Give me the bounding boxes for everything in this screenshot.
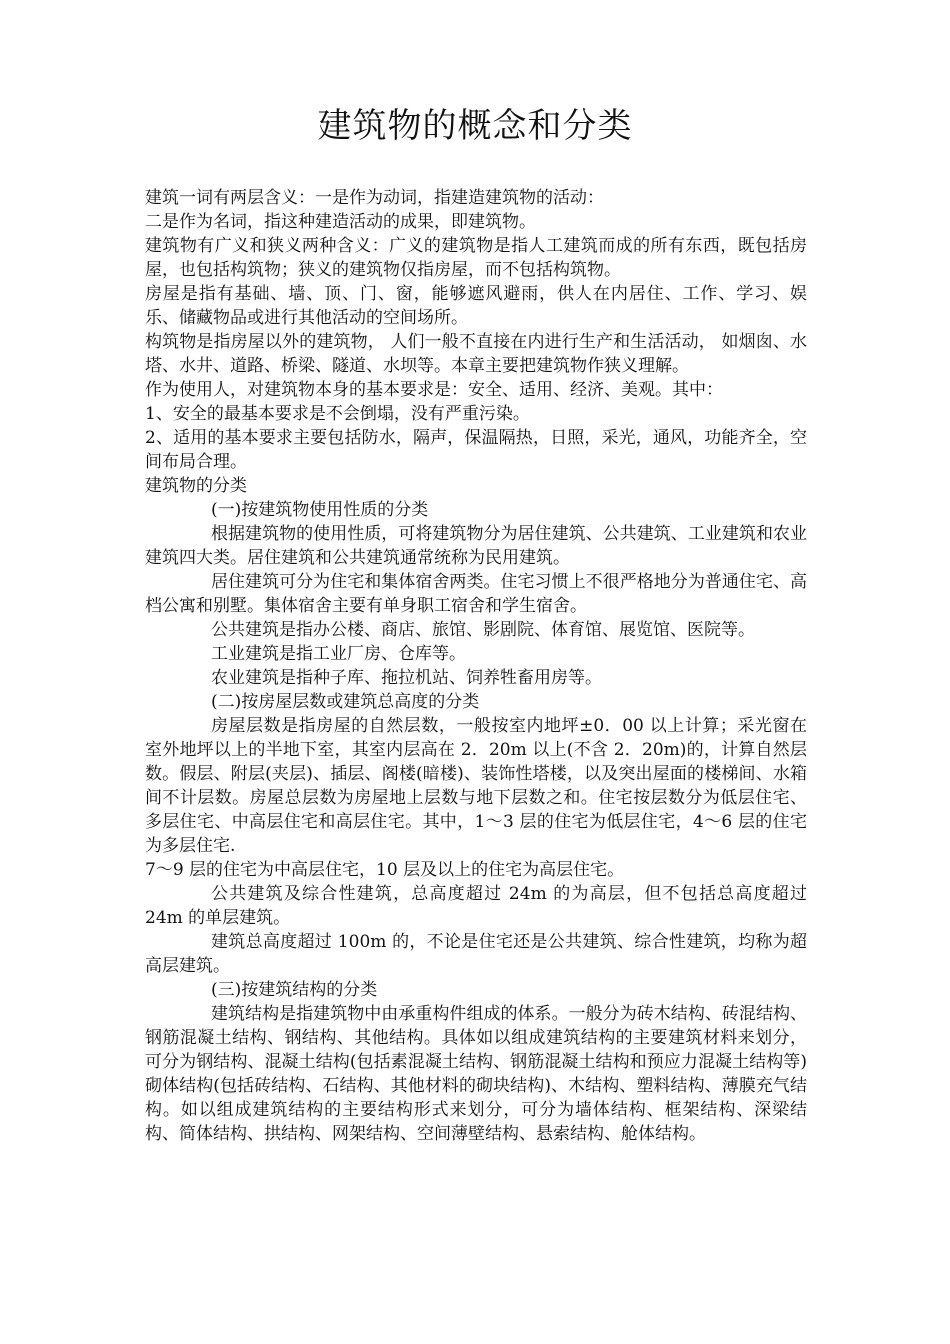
- paragraph: 居住建筑可分为住宅和集体宿舍两类。住宅习惯上不很严格地分为普通住宅、高档公寓和别墅。集体宿舍主要有单身职工宿舍和学生宿舍。: [145, 572, 807, 616]
- paragraph: 根据建筑物的使用性质，可将建筑物分为居住建筑、公共建筑、工业建筑和农业建筑四大类。居住建筑和公共建筑通常统称为民用建筑。: [145, 524, 807, 568]
- paragraph: 公共建筑及综合性建筑，总高度超过 24m 的为高层，但不包括总高度超过 24m 的单层建筑。: [145, 884, 807, 928]
- paragraph: 2、适用的基本要求主要包括防水，隔声，保温隔热，日照，采光，通风，功能齐全，空间布局合理。: [145, 428, 807, 472]
- paragraph: 建筑物有广义和狭义两种含义：广义的建筑物是指人工建筑而成的所有东西，既包括房屋，也包括构筑物；狭义的建筑物仅指房屋，而不包括构筑物。: [145, 236, 807, 280]
- paragraph: 7～9 层的住宅为中高层住宅，10 层及以上的住宅为高层住宅。: [145, 860, 625, 880]
- paragraph: (三)按建筑结构的分类: [211, 980, 378, 1000]
- paragraph: 二是作为名词，指这种建造活动的成果，即建筑物。: [145, 212, 536, 232]
- paragraph: 建筑物的分类: [145, 476, 247, 496]
- document-title: 建筑物的概念和分类: [317, 106, 633, 146]
- document-body: [145, 186, 807, 1146]
- paragraph: 房屋层数是指房屋的自然层数，一般按室内地坪±0．00 以上计算；采光窗在室外地坪以上的半地下室，其室内层高在 2．20m 以上(不含 2．20m)的，计算自然层数。假层、附层(夹层)、插层、阁楼(暗楼)、装饰性塔楼，以及突出屋面的楼梯间、水箱间不计层数。房屋总层数为房屋地上层数与地下层数之和。住宅按层数分为低层住宅、多层住宅、中高层住宅和高层住宅。其中，1～3 层的住宅为低层住宅，4～6 层的住宅为多层住宅.: [145, 716, 807, 856]
- paragraph: 建筑总高度超过 100m 的，不论是住宅还是公共建筑、综合性建筑，均称为超高层建筑。: [145, 932, 807, 976]
- paragraph: (一)按建筑物使用性质的分类: [211, 500, 429, 520]
- paragraph: 1、安全的最基本要求是不会倒塌，没有严重污染。: [145, 404, 530, 424]
- paragraph: 建筑一词有两层含义：一是作为动词，指建造建筑物的活动：: [145, 188, 604, 208]
- paragraph: 构筑物是指房屋以外的建筑物， 人们一般不直接在内进行生产和生活活动， 如烟囱、水塔、水井、道路、桥梁、隧道、水坝等。本章主要把建筑物作狭义理解。: [145, 332, 807, 376]
- paragraph: 建筑结构是指建筑物中由承重构件组成的体系。一般分为砖木结构、砖混结构、钢筋混凝土结构、钢结构、其他结构。具体如以组成建筑结构的主要建筑材料来划分，可分为钢结构、混凝土结构(包括素混凝土结构、钢筋混凝土结构和预应力混凝土结构等)砌体结构(包括砖结构、石结构、其他材料的砌块结构)、木结构、塑料结构、薄膜充气结构。如以组成建筑结构的主要结构形式来划分，可分为墙体结构、框架结构、深梁结构、简体结构、拱结构、网架结构、空间薄壁结构、悬索结构、舱体结构。: [145, 1004, 807, 1144]
- paragraph: (二)按房屋层数或建筑总高度的分类: [211, 692, 480, 712]
- paragraph: 工业建筑是指工业厂房、仓库等。: [211, 644, 466, 664]
- paragraph: 农业建筑是指种子库、拖拉机站、饲养牲畜用房等。: [211, 668, 602, 688]
- paragraph: 作为使用人，对建筑物本身的基本要求是：安全、适用、经济、美观。其中：: [145, 380, 723, 400]
- paragraph: 房屋是指有基础、墙、顶、门、窗，能够遮风避雨，供人在内居住、工作、学习、娱乐、储藏物品或进行其他活动的空间场所。: [145, 284, 807, 328]
- paragraph: 公共建筑是指办公楼、商店、旅馆、影剧院、体育馆、展览馆、医院等。: [211, 620, 755, 640]
